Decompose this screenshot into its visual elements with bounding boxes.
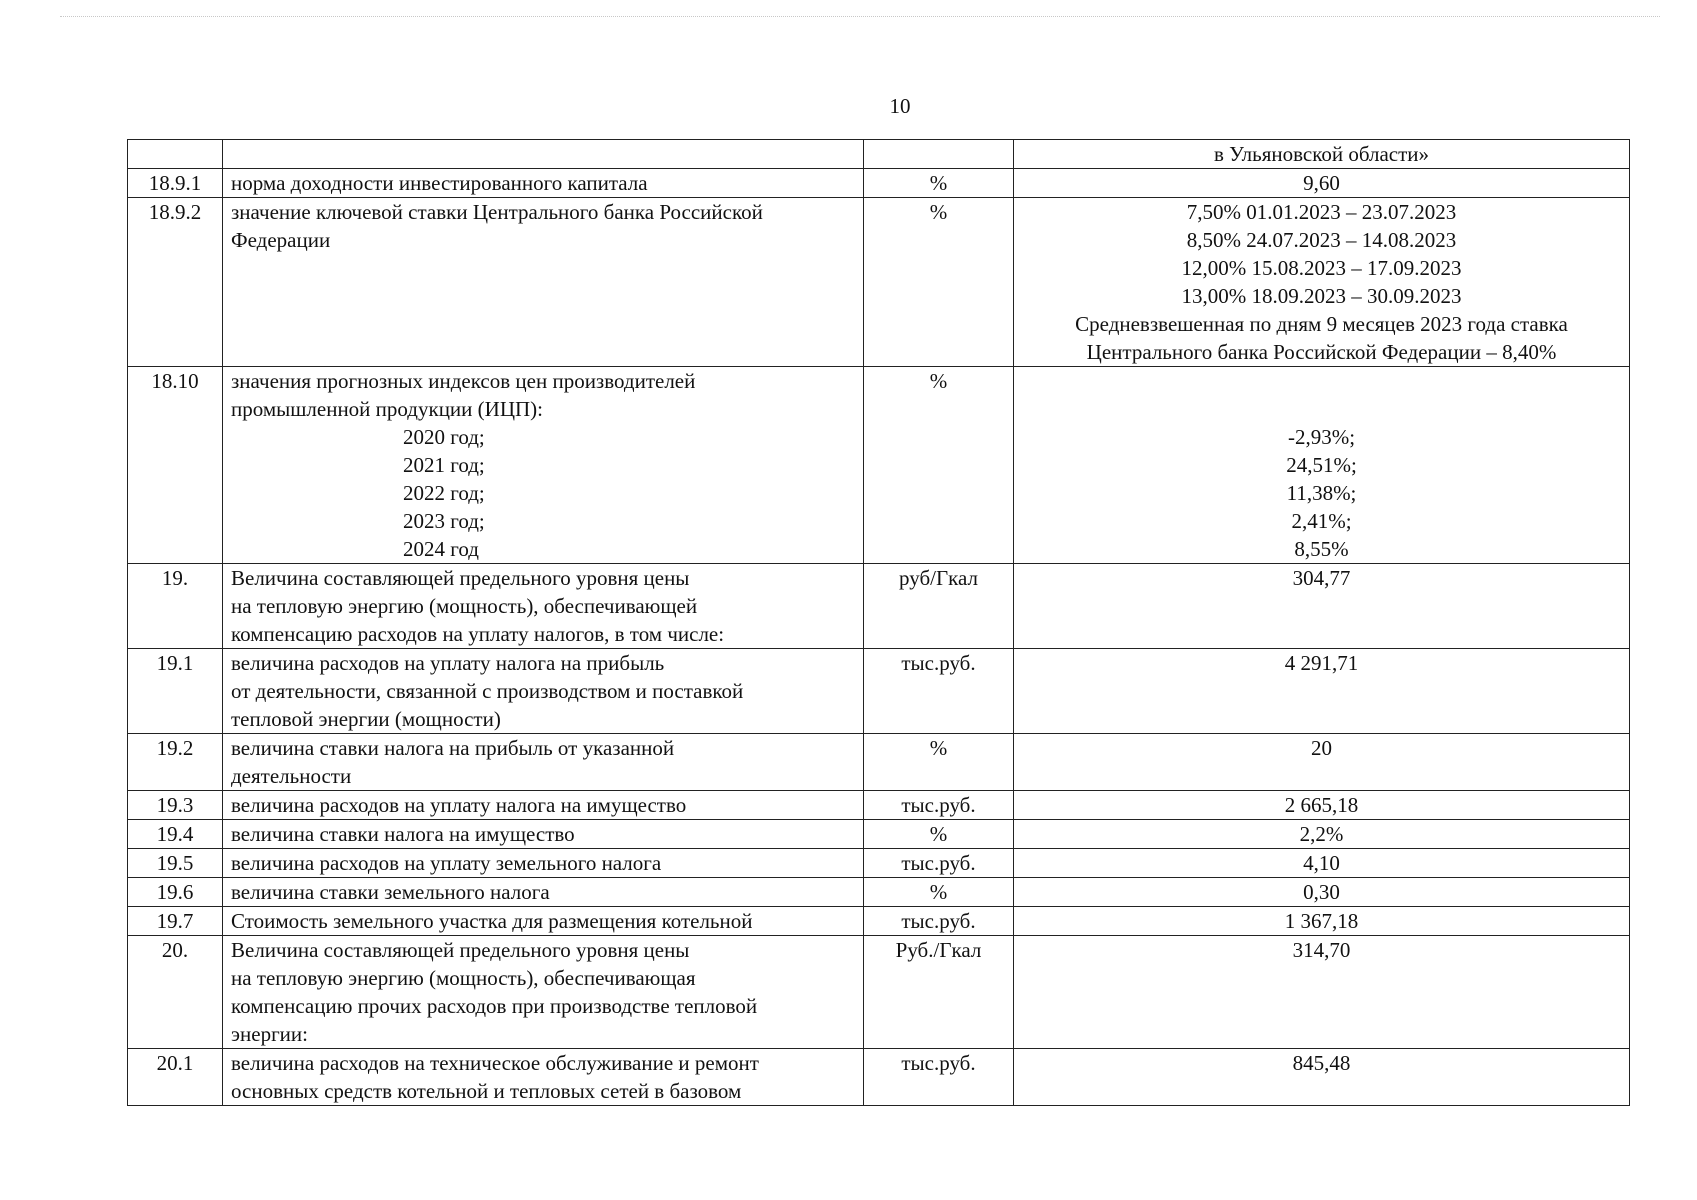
value-line: 8,50% 24.07.2023 – 14.08.2023 [1186,228,1457,252]
value-line: 4 291,71 [1284,651,1359,675]
name-line: от деятельности, связанной с производством и поставкой [231,679,744,703]
name-line: величина ставки налога на прибыль от указанной [231,736,675,760]
cell-num: 18.9.1 [128,169,223,198]
table-row [128,198,1630,367]
cell-unit: % [864,169,1014,198]
cell-num: 19.6 [128,878,223,907]
cell-value [1014,791,1630,820]
cell-unit: % [864,820,1014,849]
table-row-continuation [128,140,1630,169]
cell-name [223,849,864,878]
cell-value [1014,734,1630,791]
name-line: Величина составляющей предельного уровня цены [231,566,690,590]
cell-value: в Ульяновской области» [1014,140,1630,169]
cell-name [223,649,864,734]
year-label: 2024 год [403,537,479,561]
value-line: 845,48 [1292,1051,1351,1075]
name-line: величина расходов на уплату земельного налога [231,851,662,875]
cell-name [223,564,864,649]
cell-name [223,907,864,936]
cell-num: 19.4 [128,820,223,849]
table-row [128,820,1630,849]
name-line: Федерации [231,228,331,252]
name-line: величина ставки налога на имущество [231,822,575,846]
table-row [128,878,1630,907]
name-line: компенсацию прочих расходов при производстве тепловой [231,994,758,1018]
cell-num: 19. [128,564,223,649]
cell-value [1014,907,1630,936]
name-line: на тепловую энергию (мощность), обеспечивающая [231,966,696,990]
name-line: значение ключевой ставки Центрального банка Российской [231,200,763,224]
table-row [128,1049,1630,1106]
cell-unit: тыс.руб. [864,791,1014,820]
value-line: 1 367,18 [1284,909,1359,933]
cell-unit: Руб./Гкал [864,936,1014,1049]
name-line: значения прогнозных индексов цен производителей [231,369,696,393]
cell-name [223,936,864,1049]
name-line: на тепловую энергию (мощность), обеспечивающей [231,594,698,618]
tariff-parameters-table [127,139,1630,1106]
cell-name [223,169,864,198]
cell-name [223,734,864,791]
cell-name [223,1049,864,1106]
name-line: промышленной продукции (ИЦП): [231,397,543,421]
name-line: величина ставки земельного налога [231,880,550,904]
year-value: 11,38%; [1286,481,1357,505]
table-row [128,791,1630,820]
cell-name [223,198,864,367]
page-number: 10 [889,94,911,118]
table-row [128,169,1630,198]
cell-num: 18.9.2 [128,198,223,367]
year-value: 24,51%; [1286,453,1357,477]
value-line: 9,60 [1303,171,1340,195]
table-row [128,907,1630,936]
cell-value [1014,169,1630,198]
cell-num: 18.10 [128,367,223,564]
cell-name [223,878,864,907]
value-line: 314,70 [1292,938,1351,962]
cell-value [1014,649,1630,734]
value-line: 20 [1311,736,1332,760]
value-line: Центрального банка Российской Федерации – 8,40% [1086,340,1557,364]
value-spacer [1022,395,1621,423]
name-line: норма доходности инвестированного капитала [231,171,648,195]
name-line: Величина составляющей предельного уровня цены [231,938,690,962]
cell-unit: % [864,198,1014,367]
value-line: 12,00% 15.08.2023 – 17.09.2023 [1181,256,1462,280]
cell-unit [864,140,1014,169]
value-line: 4,10 [1303,851,1340,875]
value-line: 13,00% 18.09.2023 – 30.09.2023 [1181,284,1462,308]
name-line: деятельности [231,764,352,788]
name-line: величина расходов на уплату налога на прибыль [231,651,665,675]
cell-num: 19.7 [128,907,223,936]
name-line: тепловой энергии (мощности) [231,707,501,731]
year-label: 2022 год; [403,481,485,505]
cell-unit: % [864,734,1014,791]
cell-unit: руб/Гкал [864,564,1014,649]
cell-name [223,367,864,564]
cell-num: 19.2 [128,734,223,791]
name-line: энергии: [231,1022,308,1046]
year-label: 2020 год; [403,425,485,449]
cell-value [1014,367,1630,564]
table-body [128,140,1630,1106]
cell-value [1014,936,1630,1049]
value-line: 7,50% 01.01.2023 – 23.07.2023 [1186,200,1457,224]
cell-num: 20. [128,936,223,1049]
name-line: величина расходов на уплату налога на имущество [231,793,687,817]
value-line: Средневзвешенная по дням 9 месяцев 2023 года ставка [1075,312,1568,336]
name-line: компенсацию расходов на уплату налогов, в том числе: [231,622,725,646]
cell-value [1014,1049,1630,1106]
value-line: 304,77 [1292,566,1351,590]
value-line: 0,30 [1303,880,1340,904]
cell-value [1014,878,1630,907]
cell-num: 20.1 [128,1049,223,1106]
value-spacer [1022,367,1621,395]
table-row [128,564,1630,649]
cell-name [223,140,864,169]
table-row [128,734,1630,791]
value-line: 2 665,18 [1284,793,1359,817]
year-label: 2021 год; [403,453,485,477]
cell-value [1014,849,1630,878]
cell-num: 19.1 [128,649,223,734]
year-value: -2,93%; [1287,425,1356,449]
cell-value [1014,820,1630,849]
cell-unit: тыс.руб. [864,649,1014,734]
cell-num: 19.5 [128,849,223,878]
year-label: 2023 год; [403,509,485,533]
cell-value [1014,564,1630,649]
year-value: 8,55% [1294,537,1349,561]
scan-artifact-line [60,16,1660,17]
table-row [128,849,1630,878]
cell-unit: тыс.руб. [864,1049,1014,1106]
cell-unit: % [864,367,1014,564]
name-line: основных средств котельной и тепловых сетей в базовом [231,1079,742,1103]
cell-name [223,791,864,820]
name-line: Стоимость земельного участка для размещения котельной [231,909,753,933]
cell-unit: тыс.руб. [864,907,1014,936]
table-row [128,936,1630,1049]
name-line: величина расходов на техническое обслуживание и ремонт [231,1051,759,1075]
cell-num [128,140,223,169]
cell-value [1014,198,1630,367]
value-line: 2,2% [1299,822,1344,846]
cell-unit: % [864,878,1014,907]
cell-unit: тыс.руб. [864,849,1014,878]
cell-num: 19.3 [128,791,223,820]
table-row [128,649,1630,734]
year-value: 2,41%; [1291,509,1352,533]
cell-name [223,820,864,849]
table-row [128,367,1630,564]
